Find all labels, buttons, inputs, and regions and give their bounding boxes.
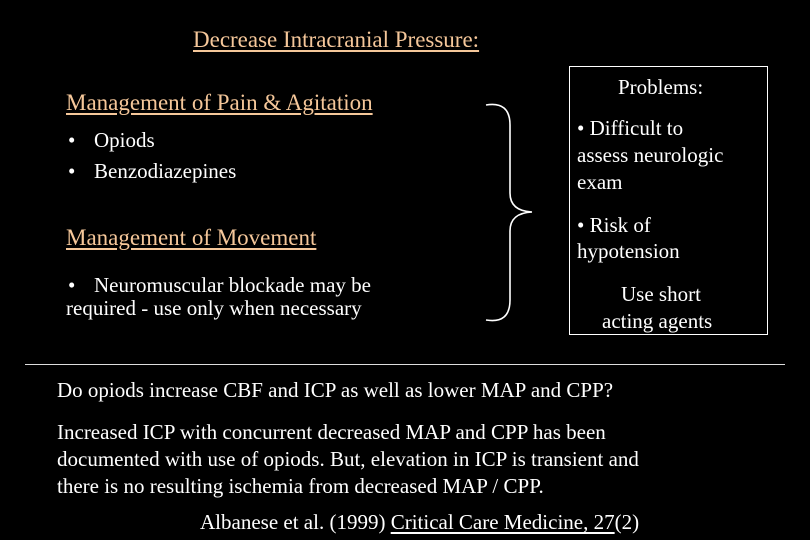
question-text: Do opiods increase CBF and ICP as well as lower MAP and CPP? xyxy=(57,378,614,402)
bullet-icon: • xyxy=(68,159,76,183)
list-item-label: Opiods xyxy=(94,128,155,152)
problems-note-line2: acting agents xyxy=(602,309,713,333)
problem-item-1-line1: • Difficult to xyxy=(577,116,684,140)
citation-authors: Albanese et al. (1999) xyxy=(200,510,386,534)
list-item-benzodiazepines xyxy=(68,159,236,184)
citation xyxy=(200,510,639,535)
list-item-neuromuscular-line2: required - use only when necessary xyxy=(66,296,362,320)
problem-item-2-line1: • Risk of xyxy=(577,213,651,237)
bullet-icon: • xyxy=(577,116,585,140)
answer-line-1: Increased ICP with concurrent decreased MAP and CPP has been xyxy=(57,420,606,444)
bullet-icon: • xyxy=(577,213,585,237)
citation-journal: Critical Care Medicine, 27 xyxy=(390,510,615,534)
heading-pain-agitation: Management of Pain & Agitation xyxy=(66,90,373,115)
problems-note-line1: Use short xyxy=(621,282,701,306)
bullet-icon: • xyxy=(68,128,76,152)
curly-brace-icon xyxy=(480,95,540,330)
list-item-neuromuscular-line1 xyxy=(68,273,371,298)
slide-title: Decrease Intracranial Pressure: xyxy=(193,27,480,52)
answer-line-2: documented with use of opiods. But, elevation in ICP is transient and xyxy=(57,447,639,471)
list-item-label: Neuromuscular blockade may be xyxy=(94,273,371,297)
divider xyxy=(25,364,785,365)
list-item-label: Benzodiazepines xyxy=(94,159,237,183)
citation-issue: (2) xyxy=(614,510,640,534)
problems-box xyxy=(569,66,768,335)
bullet-icon: • xyxy=(68,273,76,297)
problem-item-1-line2: assess neurologic xyxy=(577,143,724,167)
problems-title: Problems: xyxy=(618,75,704,99)
heading-movement: Management of Movement xyxy=(66,225,317,250)
answer-line-3: there is no resulting ischemia from decreased MAP / CPP. xyxy=(57,474,544,498)
problem-item-2-line2: hypotension xyxy=(577,239,680,263)
list-item-opiods xyxy=(68,128,155,153)
problem-item-1-line3: exam xyxy=(577,170,623,194)
